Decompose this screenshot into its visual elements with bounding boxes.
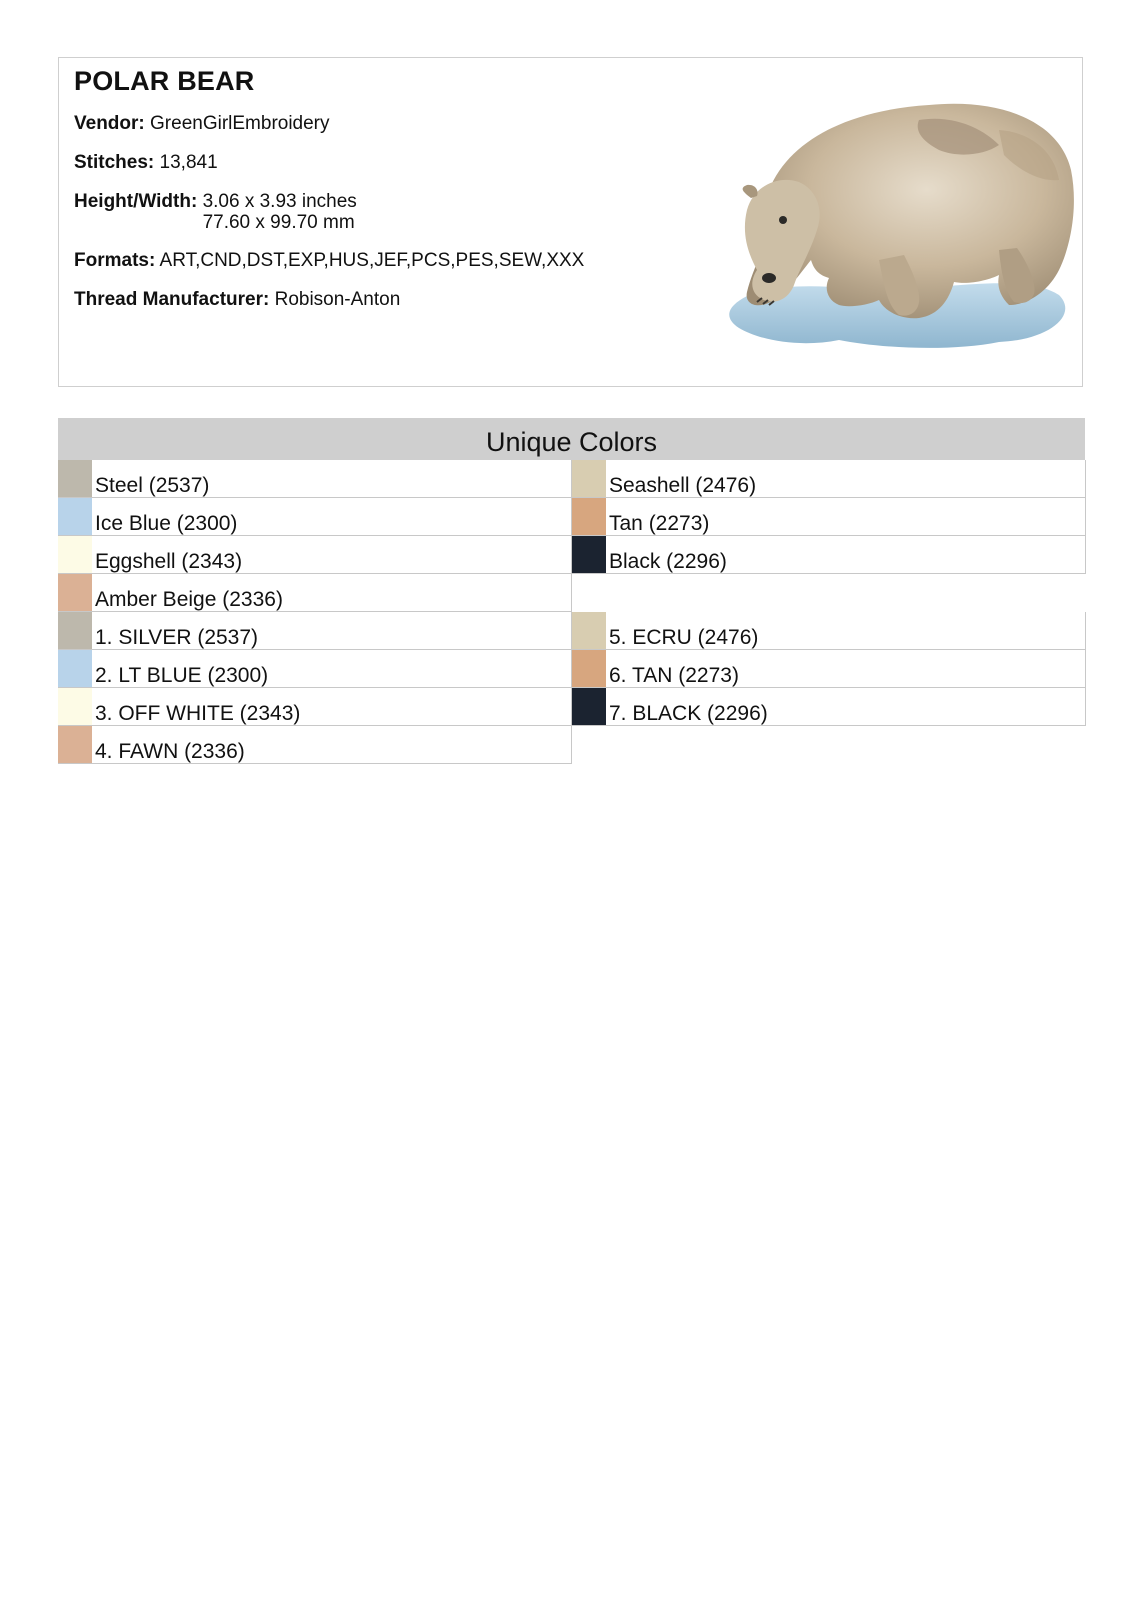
thread-value: Robison-Anton <box>274 289 401 310</box>
color-name: Amber Beige (2336) <box>95 588 283 611</box>
color-name: Steel (2537) <box>95 474 210 497</box>
color-swatch <box>572 574 606 611</box>
color-name: 6. TAN (2273) <box>609 664 739 687</box>
size-field <box>74 191 674 233</box>
color-swatch <box>58 612 92 649</box>
color-swatch <box>572 536 606 573</box>
thread-field <box>74 289 674 311</box>
color-name: 5. ECRU (2476) <box>609 626 759 649</box>
color-name: Black (2296) <box>609 550 727 573</box>
vendor-label: Vendor: <box>74 113 145 134</box>
color-swatch <box>572 612 606 649</box>
color-row <box>58 688 572 726</box>
polar-bear-embroidery-image <box>699 70 1079 380</box>
color-swatch <box>58 726 92 763</box>
color-name: 3. OFF WHITE (2343) <box>95 702 301 725</box>
color-row <box>58 536 572 574</box>
color-swatch <box>572 498 606 535</box>
unique-colors-header: Unique Colors <box>58 418 1085 460</box>
color-swatch <box>572 460 606 497</box>
color-swatch <box>58 688 92 725</box>
stitches-value: 13,841 <box>159 152 218 173</box>
color-name: Tan (2273) <box>609 512 710 535</box>
formats-field <box>74 250 674 272</box>
color-name: 2. LT BLUE (2300) <box>95 664 269 687</box>
info-divider <box>686 58 690 386</box>
color-row <box>58 460 572 498</box>
design-info-box <box>58 57 1083 387</box>
color-swatch <box>58 460 92 497</box>
color-name: Eggshell (2343) <box>95 550 243 573</box>
color-row <box>572 460 1086 498</box>
color-swatch <box>58 498 92 535</box>
color-swatch <box>58 574 92 611</box>
size-mm: 77.60 x 99.70 mm <box>202 212 355 233</box>
color-row <box>58 574 572 612</box>
color-row <box>572 612 1086 650</box>
color-row <box>58 726 572 764</box>
formats-value: ART,CND,DST,EXP,HUS,JEF,PCS,PES,SEW,XXX <box>159 250 585 271</box>
color-name: Seashell (2476) <box>609 474 757 497</box>
design-title: POLAR BEAR <box>74 66 255 96</box>
colors-right-column <box>572 460 1086 726</box>
color-name: Ice Blue (2300) <box>95 512 238 535</box>
color-row <box>572 498 1086 536</box>
size-inches: 3.06 x 3.93 inches <box>202 191 357 212</box>
color-row <box>572 650 1086 688</box>
color-row-empty <box>572 574 1086 612</box>
color-name: 7. BLACK (2296) <box>609 702 768 725</box>
thread-label: Thread Manufacturer: <box>74 289 270 310</box>
color-name: 1. SILVER (2537) <box>95 626 259 649</box>
color-row <box>572 536 1086 574</box>
polar-bear-icon <box>699 70 1079 380</box>
color-swatch <box>58 536 92 573</box>
vendor-value: GreenGirlEmbroidery <box>150 113 330 134</box>
stitches-field <box>74 152 674 174</box>
size-label: Height/Width: <box>74 191 198 212</box>
color-swatch <box>58 650 92 687</box>
unique-colors-table <box>58 418 1085 763</box>
color-row <box>58 498 572 536</box>
color-swatch <box>572 650 606 687</box>
stitches-label: Stitches: <box>74 152 155 173</box>
color-swatch <box>572 688 606 725</box>
design-details <box>74 66 674 328</box>
color-row <box>572 688 1086 726</box>
vendor-field <box>74 113 674 135</box>
color-row <box>58 650 572 688</box>
color-row <box>58 612 572 650</box>
colors-left-column <box>58 460 572 764</box>
color-name: 4. FAWN (2336) <box>95 740 245 763</box>
size-values <box>203 191 357 233</box>
formats-label: Formats: <box>74 250 156 271</box>
